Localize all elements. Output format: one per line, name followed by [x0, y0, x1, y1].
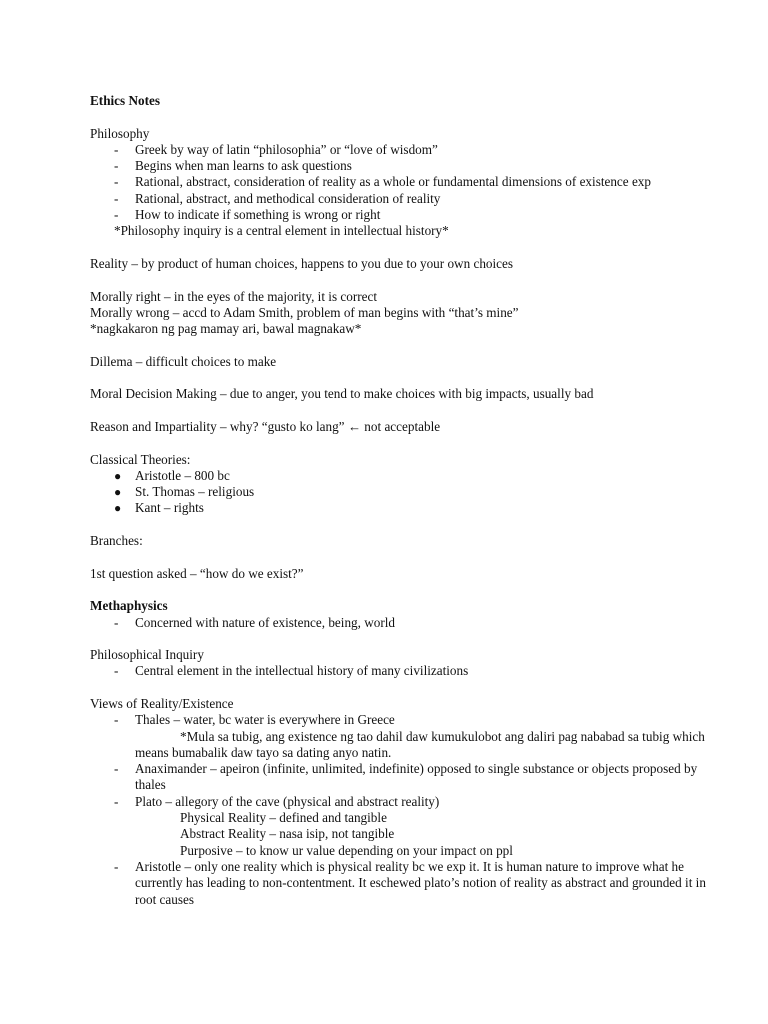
philosophy-heading: Philosophy [90, 125, 150, 141]
classical-theories-heading: Classical Theories: [90, 451, 191, 467]
dash-marker: - [114, 174, 119, 190]
dash-marker: - [114, 614, 119, 630]
list-item: - Greek by way of latin “philosophia” or “love of wisdom” [114, 141, 438, 157]
dash-marker: - [114, 158, 119, 174]
page-title: Ethics Notes [90, 93, 160, 108]
dash-marker: - [114, 207, 119, 223]
reality-definition: Reality – by product of human choices, happens to you due to your own choices [90, 255, 514, 271]
list-item: ● Aristotle – 800 bc [114, 467, 230, 483]
list-item: - Aristotle – only one reality which is physical reality bc we exp it. It is human nature to improve what he currently has leading to non-contentment. It eschewed plato’s notion of reality as abstract and grounded it in root causes [114, 858, 706, 907]
list-item: - Concerned with nature of existence, being, world [114, 614, 396, 630]
dash-marker: - [114, 190, 119, 206]
list-item: ● Kant – rights [114, 500, 204, 516]
list-item: ● St. Thomas – religious [114, 484, 255, 500]
list-item: - Thales – water, bc water is everywhere in Greece [114, 712, 395, 728]
first-question: 1st question asked – “how do we exist?” [90, 565, 304, 581]
list-item: - Anaximander – apeiron (infinite, unlimited, indefinite) opposed to single substance or objects proposed by thales [114, 761, 698, 793]
metaphysics-heading: Methaphysics [90, 598, 168, 614]
morally-note: *nagkakaron ng pag mamay ari, bawal magnakaw* [90, 321, 362, 337]
dillema-definition: Dillema – difficult choices to make [90, 353, 277, 369]
views-heading: Views of Reality/Existence [90, 695, 234, 711]
dash-marker: - [114, 793, 119, 809]
moral-decision-definition: Moral Decision Making – due to anger, you tend to make choices with big impacts, usually bad [90, 386, 594, 402]
list-item: - Rational, abstract, and methodical consideration of reality [114, 190, 441, 206]
dash-marker: - [114, 761, 119, 777]
philosophical-inquiry-heading: Philosophical Inquiry [90, 647, 204, 663]
bullet-icon: ● [114, 485, 122, 500]
dash-marker: - [114, 712, 119, 728]
plato-sub-item: Purposive – to know ur value depending on your impact on ppl [180, 842, 513, 858]
list-item: - Plato – allegory of the cave (physical and abstract reality) [114, 793, 440, 809]
thales-note: *Mula sa tubig, ang existence ng tao dahil daw kumukulobot ang daliri pag nababad sa tubig which means bumabalik daw tayo sa dating anyo natin. [135, 728, 705, 760]
morally-wrong-definition: Morally wrong – accd to Adam Smith, problem of man begins with “that’s mine” [90, 304, 519, 320]
philosophy-note: *Philosophy inquiry is a central element in intellectual history* [114, 223, 449, 239]
document-body [90, 93, 730, 908]
plato-sub-item: Physical Reality – defined and tangible [180, 810, 387, 826]
list-item: - Central element in the intellectual history of many civilizations [114, 663, 469, 679]
bullet-icon: ● [114, 468, 122, 483]
list-item: - How to indicate if something is wrong or right [114, 207, 381, 223]
dash-marker: - [114, 663, 119, 679]
branches-heading: Branches: [90, 533, 143, 549]
dash-marker: - [114, 858, 119, 874]
plato-sub-item: Abstract Reality – nasa isip, not tangible [180, 826, 395, 842]
list-item: - Rational, abstract, consideration of reality as a whole or fundamental dimensions of existence exp [114, 174, 651, 190]
morally-right-definition: Morally right – in the eyes of the majority, it is correct [90, 288, 377, 304]
bullet-icon: ● [114, 501, 122, 516]
list-item: - Begins when man learns to ask questions [114, 158, 352, 174]
dash-marker: - [114, 141, 119, 157]
reason-impartiality-definition: Reason and Impartiality – why? “gusto ko lang” ← not acceptable [90, 418, 441, 434]
